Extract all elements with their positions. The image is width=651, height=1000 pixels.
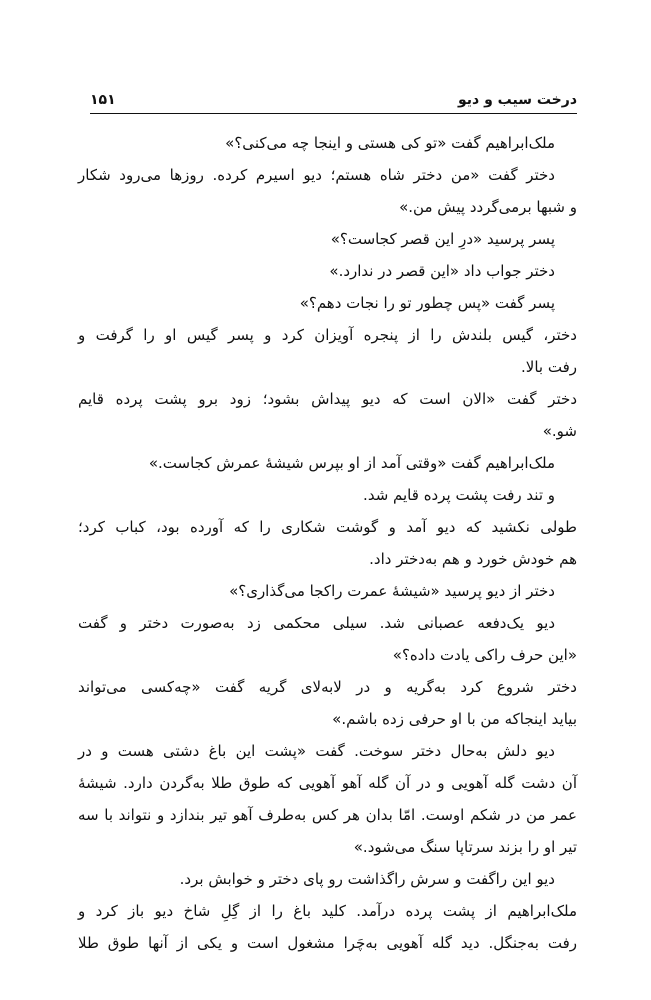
text-line: دختر گفت «من دختر شاه هستم؛ دیو اسیرم کرده. روزها می‌رود شکار	[78, 166, 555, 184]
text-line: دختر از دیو پرسید «شیشهٔ عمرت راکجا می‌گذاری؟»	[229, 582, 555, 600]
book-title: درخت سیب و دیو	[458, 92, 577, 108]
text-line: رفت بالا.	[521, 358, 577, 376]
text-line: دیو این راگفت و سرش راگذاشت رو پای دختر و خوابش برد.	[179, 870, 555, 888]
running-header	[90, 92, 577, 110]
text-line: پسر پرسید «درِ این قصر کجاست؟»	[330, 230, 555, 248]
page-number: ۱۵۱	[90, 92, 116, 108]
text-line: رفت به‌جنگل. دید گله آهویی به‌چَرا مشغول است و یکی از آنها طوق طلا	[78, 934, 577, 952]
text-line: عمر من در شکم اوست. امّا بدان هر کس به‌طرف آهو تیر بندازد و نتواند با سه	[78, 806, 577, 824]
header-rule	[90, 113, 577, 114]
text-line: پسر گفت «پس چطور تو را نجات دهم؟»	[299, 294, 555, 312]
text-line: ملک‌ابراهیم گفت «تو کی هستی و اینجا چه می‌کنی؟»	[225, 134, 555, 152]
text-line: و تند رفت پشت پرده قایم شد.	[363, 486, 555, 504]
text-line: تیر او را بزند سرتاپا سنگ می‌شود.»	[353, 838, 577, 856]
text-line: دختر جواب داد «این قصر در ندارد.»	[329, 262, 555, 280]
text-line: آن دشت گله آهویی و در آن گله آهو آهویی که طوق طلا به‌گردن دارد. شیشهٔ	[78, 774, 577, 792]
text-line: شو.»	[542, 422, 577, 440]
text-line: دختر گفت «الان است که دیو پیداش بشود؛ زود برو پشت پرده قایم	[78, 390, 577, 408]
text-line: طولی نکشید که دیو آمد و گوشت شکاری را که آورده بود، کباب کرد؛	[78, 518, 577, 536]
text-line: ملک‌ابراهیم گفت «وقتی آمد از او بپرس شیشهٔ عمرش کجاست.»	[148, 454, 555, 472]
text-line: دختر شروع کرد به‌گریه و در لابه‌لای گریه گفت «چه‌کسی می‌تواند	[78, 678, 577, 696]
text-line: دیو دلش به‌حال دختر سوخت. گفت «پشت این باغ دشتی هست و در	[78, 742, 555, 760]
text-line: «این حرف راکی یادت داده؟»	[392, 646, 577, 664]
text-line: هم خودش خورد و هم به‌دختر داد.	[369, 550, 577, 568]
text-line: ملک‌ابراهیم از پشت پرده درآمد. کلید باغ را از گِلِ شاخ دیو باز کرد و	[78, 902, 577, 920]
text-line: دیو یک‌دفعه عصبانی شد. سیلی محکمی زد به‌صورت دختر و گفت	[78, 614, 555, 632]
text-line: و شبها برمی‌گردد پیش من.»	[399, 198, 577, 216]
text-line: دختر، گیس بلندش را از پنجره آویزان کرد و پسر گیس او را گرفت و	[78, 326, 577, 344]
text-line: بیاید اینجاکه من با او حرفی زده باشم.»	[332, 710, 577, 728]
